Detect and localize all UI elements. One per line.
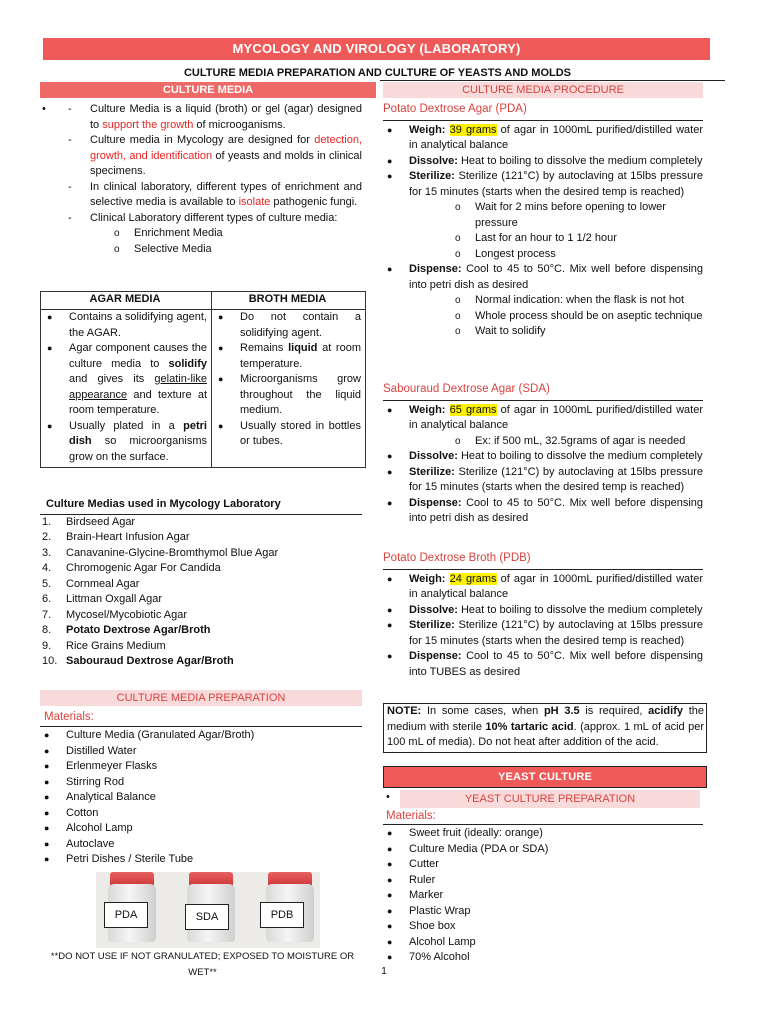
media-list-item: 7. Mycosel/Mycobiotic Agar xyxy=(42,608,188,621)
pda-dispense-note: o Whole process should be on aseptic technique xyxy=(453,309,703,325)
yeast-material-item: ● Marker xyxy=(383,888,703,904)
acidify-note-box: NOTE: In some cases, when pH 3.5 is required, acidify the medium with sterile 10% tartaric acid. (approx. 1 mL of acid per 100 mL of media). Do not heat after addition of the acid. xyxy=(383,703,707,753)
material-item: ● Stirring Rod xyxy=(40,775,362,791)
sda-dispense-step: ● Dispense: Cool to 45 to 50°C. Mix well before dispensing into petri dish as desired xyxy=(383,496,703,527)
bottle-label-pdb: PDB xyxy=(260,902,304,928)
broth-point: ● Remains liquid at room temperature. xyxy=(214,341,361,372)
document-title-banner xyxy=(43,38,710,60)
pda-dispense-step: ● Dispense: Cool to 45 to 50°C. Mix well before dispensing into petri dish as desired xyxy=(383,262,703,293)
materials-list xyxy=(40,728,362,868)
material-item: ● Distilled Water xyxy=(40,744,362,760)
material-item: ● Culture Media (Granulated Agar/Broth) xyxy=(40,728,362,744)
sda-title: Sabouraud Dextrose Agar (SDA) xyxy=(383,383,550,395)
yeast-material-item: ● 70% Alcohol xyxy=(383,950,703,966)
procedure-heading-text: CULTURE MEDIA PROCEDURE xyxy=(462,84,624,96)
agar-point: ● Contains a solidifying agent, the AGAR. xyxy=(43,310,207,341)
broth-point: ● Do not contain a solidifying agent. xyxy=(214,310,361,341)
yeast-preparation-heading-text: YEAST CULTURE PREPARATION xyxy=(464,793,636,805)
broth-media-cell xyxy=(212,310,366,468)
pda-sterilize-note: o Wait for 2 mins before opening to lower pressure xyxy=(453,200,703,231)
bottle-label-sda: SDA xyxy=(185,904,229,930)
yeast-materials-rule xyxy=(383,824,703,825)
pda-sterilize-note: o Last for an hour to 1 1/2 hour xyxy=(453,231,703,247)
media-list-item: 3. Canavanine-Glycine-Bromthymol Blue Agar xyxy=(42,546,279,559)
yeast-material-item: ● Shoe box xyxy=(383,919,703,935)
pda-dissolve-step: ● Dissolve: Heat to boiling to dissolve the medium completely xyxy=(383,154,703,170)
sda-rule xyxy=(383,400,703,401)
yeast-material-item: ● Ruler xyxy=(383,873,703,889)
materials-rule xyxy=(40,726,362,727)
culture-media-section xyxy=(40,102,362,257)
document-title: MYCOLOGY AND VIROLOGY (LABORATORY) xyxy=(232,41,521,56)
culture-media-definition: - Culture Media is a liquid (broth) or gel (agar) designed to support the growth of microoganisms. xyxy=(64,102,362,133)
yeast-material-item: ● Alcohol Lamp xyxy=(383,935,703,951)
culture-media-clinical: - In clinical laboratory, different types of enrichment and selective media is available to isolate pathogenic fungi. xyxy=(64,180,362,211)
pda-rule xyxy=(383,120,703,121)
pdb-section xyxy=(383,551,703,680)
material-item: ● Autoclave xyxy=(40,837,362,853)
media-list-item: 1. Birdseed Agar xyxy=(42,515,136,528)
material-item: ● Erlenmeyer Flasks xyxy=(40,759,362,775)
bullet-mark: • xyxy=(42,103,46,115)
media-list-item: 4. Chromogenic Agar For Candida xyxy=(42,562,221,574)
page-number: 1 xyxy=(381,966,387,977)
media-type-item: o Enrichment Media xyxy=(112,226,362,242)
yeast-materials-list xyxy=(383,826,703,966)
pda-title: Potato Dextrose Agar (PDA) xyxy=(383,103,527,115)
media-type-item: o Selective Media xyxy=(112,242,362,258)
pdb-dispense-step: ● Dispense: Cool to 45 to 50°C. Mix well before dispensing into TUBES as desired xyxy=(383,649,703,680)
mycology-media-list xyxy=(40,497,370,670)
media-list-item: 9. Rice Grains Medium xyxy=(42,639,166,652)
agar-media-header: AGAR MEDIA xyxy=(41,292,212,310)
material-item: ● Petri Dishes / Sterile Tube xyxy=(40,852,362,868)
subtitle-rule xyxy=(380,80,725,81)
media-list-item: 2. Brain-Heart Infusion Agar xyxy=(42,531,190,543)
material-item: ● Cotton xyxy=(40,806,362,822)
agar-point: ● Usually plated in a petri dish so microorganisms grow on the surface. xyxy=(43,419,207,466)
pdb-dissolve-step: ● Dissolve: Heat to boiling to dissolve the medium completely xyxy=(383,603,703,619)
pda-section xyxy=(383,102,703,340)
materials-label: Materials: xyxy=(44,711,94,723)
agar-broth-table xyxy=(40,291,366,468)
agar-point: ● Agar component causes the culture media to solidify and gives its gelatin-like appearance and texture at room temperature. xyxy=(43,341,207,419)
yeast-culture-heading xyxy=(383,766,707,788)
material-item: ● Alcohol Lamp xyxy=(40,821,362,837)
yeast-material-item: ● Cutter xyxy=(383,857,703,873)
yeast-material-item: ● Plastic Wrap xyxy=(383,904,703,920)
pda-dispense-note: o Wait to solidify xyxy=(453,324,703,340)
media-list-item: 8. Potato Dextrose Agar/Broth xyxy=(42,624,211,636)
media-bottles-photo xyxy=(96,872,320,948)
media-list-item: 6. Littman Oxgall Agar xyxy=(42,593,162,605)
sda-weigh-step: ● Weigh: 65 grams of agar in 1000mL purified/distilled water in analytical balance xyxy=(383,403,703,434)
yeast-material-item: ● Sweet fruit (ideally: orange) xyxy=(383,826,703,842)
culture-media-heading xyxy=(40,82,376,98)
pdb-rule xyxy=(383,569,703,570)
yeast-culture-preparation-heading xyxy=(400,790,700,808)
broth-point: ● Usually stored in bottles or tubes. xyxy=(214,419,361,450)
granulated-warning: **DO NOT USE IF NOT GRANULATED; EXPOSED TO MOISTURE OR WET** xyxy=(50,951,355,978)
sda-dissolve-step: ● Dissolve: Heat to boiling to dissolve the medium completely xyxy=(383,449,703,465)
pda-dispense-note: o Normal indication: when the flask is not hot xyxy=(453,293,703,309)
pdb-title: Potato Dextrose Broth (PDB) xyxy=(383,552,531,564)
material-item: ● Analytical Balance xyxy=(40,790,362,806)
media-list-item: 5. Cornmeal Agar xyxy=(42,577,140,590)
broth-media-header: BROTH MEDIA xyxy=(212,292,366,310)
sda-section xyxy=(383,382,703,527)
document-subtitle: CULTURE MEDIA PREPARATION AND CULTURE OF YEASTS AND MOLDS xyxy=(183,67,572,79)
culture-media-types-intro: - Clinical Laboratory different types of culture media: xyxy=(64,211,362,227)
sda-weigh-note: o Ex: if 500 mL, 32.5grams of agar is needed xyxy=(453,434,703,450)
agar-media-cell xyxy=(41,310,212,468)
pda-sterilize-note: o Longest process xyxy=(453,247,703,263)
pdb-sterilize-step: ● Sterilize: Sterilize (121°C) by autoclaving at 15lbs pressure for 15 minutes (starts when the desired temp is reached) xyxy=(383,618,703,649)
pdb-weigh-step: ● Weigh: 24 grams of agar in 1000mL purified/distilled water in analytical balance xyxy=(383,572,703,603)
media-list-item: 10. Sabouraud Dextrose Agar/Broth xyxy=(42,655,234,667)
pda-sterilize-step: ● Sterilize: Sterilize (121°C) by autoclaving at 15lbs pressure for 15 minutes (starts when the desired temp is reached) xyxy=(383,169,703,200)
culture-media-mycology: - Culture media in Mycology are designed for detection, growth, and identification of yeasts and molds in clinical specimens. xyxy=(64,133,362,180)
culture-media-preparation-heading xyxy=(40,690,362,706)
yeast-material-item: ● Culture Media (PDA or SDA) xyxy=(383,842,703,858)
preparation-heading-text: CULTURE MEDIA PREPARATION xyxy=(116,692,286,704)
broth-point: ● Microorganisms grow throughout the liquid medium. xyxy=(214,372,361,419)
culture-media-procedure-heading xyxy=(383,82,703,98)
bullet-mark: • xyxy=(386,791,390,803)
yeast-materials-label: Materials: xyxy=(386,810,436,822)
media-list-heading: Culture Medias used in Mycology Laboratory xyxy=(46,498,281,510)
pda-weigh-step: ● Weigh: 39 grams of agar in 1000mL purified/distilled water in analytical balance xyxy=(383,123,703,154)
yeast-culture-heading-text: YEAST CULTURE xyxy=(497,771,593,783)
culture-media-heading-text: CULTURE MEDIA xyxy=(162,84,254,96)
sda-sterilize-step: ● Sterilize: Sterilize (121°C) by autoclaving at 15lbs pressure for 15 minutes (starts when the desired temp is reached) xyxy=(383,465,703,496)
bottle-label-pda: PDA xyxy=(104,902,148,928)
